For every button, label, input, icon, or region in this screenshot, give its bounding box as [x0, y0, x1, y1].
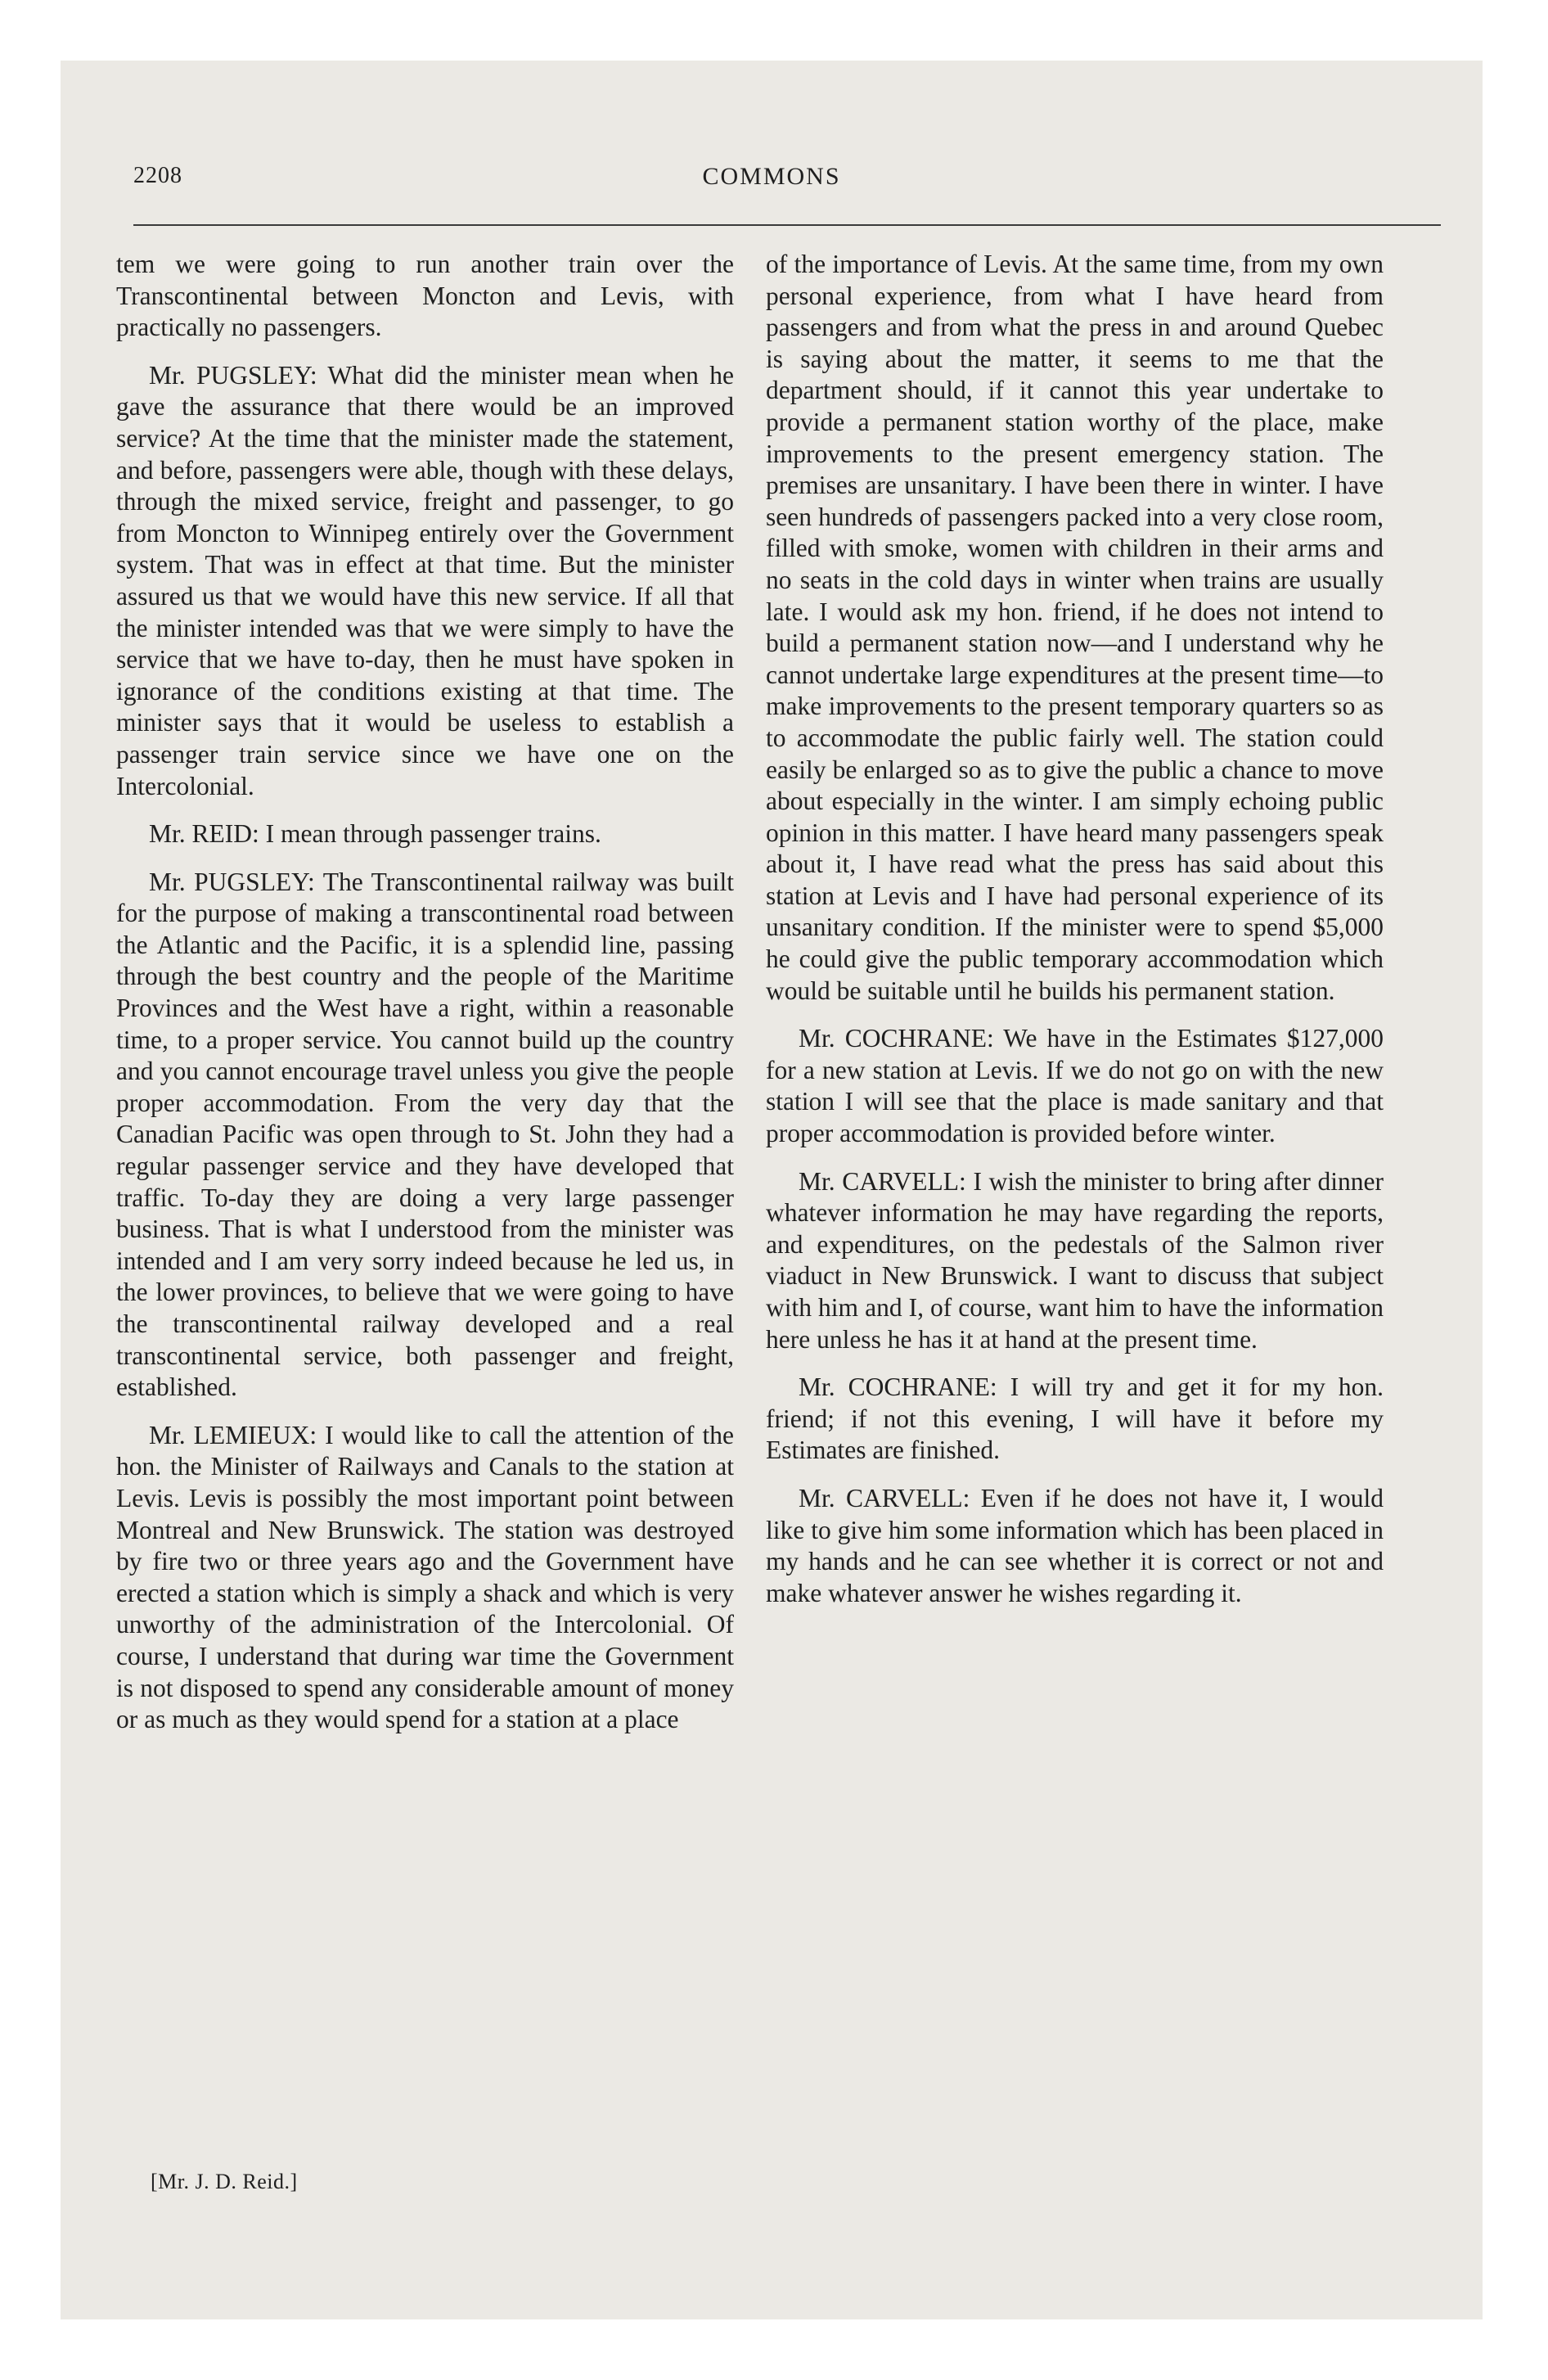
- paragraph: Mr. COCHRANE: I will try and get it for my hon. friend; if not this evening, I will have it before my Estimates are finished.: [766, 1373, 1384, 1465]
- left-column: [116, 249, 734, 1752]
- paragraph: tem we were going to run another train over the Transcontinental between Moncton and Levis, with practically no passengers.: [116, 250, 734, 342]
- speaker-footnote: [Mr. J. D. Reid.]: [151, 2170, 298, 2193]
- page-number: 2208: [133, 163, 182, 188]
- paragraph: Mr. PUGSLEY: The Transcontinental railway was built for the purpose of making a transcontinental road between the Atlantic and the Pacific, it is a splendid line, passing through the best country and the people of the Maritime Provinces and the West have a right, within a reasonable time, to a proper service. You cannot build up the country and you cannot encourage travel unless you give the people proper accommodation. From the very day that the Canadian Pacific was open through to St. John they had a regular passenger service and they have developed that traffic. To-day they are doing a very large passenger business. That is what I understood from the minister was intended and I am very sorry indeed because he led us, in the lower provinces, to believe that we were going to have the transcontinental railway developed and a real transcontinental service, both passenger and freight, established.: [116, 867, 734, 1402]
- paragraph: Mr. LEMIEUX: I would like to call the attention of the hon. the Minister of Railways and Canals to the station at Levis. Levis is possibly the most important point between Montreal and New Brunswick. The station was destroyed by fire two or three years ago and the Government have erected a station which is simply a shack and which is very unworthy of the administration of the Intercolonial. Of course, I understand that during war time the Government is not disposed to spend any considerable amount of money or as much as they would spend for a station at a place: [116, 1420, 734, 1734]
- page-header: [61, 163, 1483, 196]
- paragraph: Mr. CARVELL: I wish the minister to bring after dinner whatever information he may have regarding the reports, and expenditures, on the pedestals of the Salmon river viaduct in New Brunswick. I want to discuss that subject with him and I, of course, want him to have the information here unless he has it at hand at the present time.: [766, 1166, 1384, 1354]
- running-head: COMMONS: [702, 163, 841, 190]
- header-rule: [133, 224, 1441, 226]
- paragraph: Mr. REID: I mean through passenger trains.: [149, 819, 601, 849]
- paragraph: Mr. PUGSLEY: What did the minister mean when he gave the assurance that there would be an improved service? At the time that the minister made the statement, and before, passengers were able, though with these delays, through the mixed service, freight and passenger, to go from Moncton to Winnipeg entirely over the Government system. That was in effect at that time. But the minister assured us that we would have this new service. If all that the minister intended was that we were simply to have the service that we have to-day, then he must have spoken in ignorance of the conditions existing at that time. The minister says that it would be useless to establish a passenger train service since we have one on the Intercolonial.: [116, 360, 734, 800]
- right-column: [766, 249, 1384, 1625]
- paragraph: of the importance of Levis. At the same time, from my own personal experience, from what I have heard from passengers and from what the press in and around Quebec is saying about the matter, it seems to me that the department should, if it cannot this year undertake to provide a permanent station worthy of the place, make improvements to the present emergency station. The premises are unsanitary. I have been there in winter. I have seen hundreds of passengers packed into a very close room, filled with smoke, women with children in their arms and no seats in the cold days in winter when trains are usually late. I would ask my hon. friend, if he does not intend to build a permanent station now—and I understand why he cannot undertake large expenditures at the present time—to make improvements to the present temporary quarters so as to accommodate the public fairly well. The station could easily be enlarged so as to give the public a chance to move about especially in the winter. I am simply echoing public opinion in this matter. I have heard many passengers speak about it, I have read what the press has said about this station at Levis and I have had personal experience of its unsanitary condition. If the minister were to spend $5,000 he could give the public temporary accommodation which would be suitable until he builds his permanent station.: [766, 250, 1384, 1005]
- page-sheet: [61, 61, 1483, 2319]
- paragraph: Mr. COCHRANE: We have in the Estimates $127,000 for a new station at Levis. If we do not go on with the new station I will see that the place is made sanitary and that proper accommodation is provided before winter.: [766, 1024, 1384, 1148]
- paragraph: Mr. CARVELL: Even if he does not have it, I would like to give him some information which has been placed in my hands and he can see whether it is correct or not and make whatever answer he wishes regarding it.: [766, 1483, 1384, 1607]
